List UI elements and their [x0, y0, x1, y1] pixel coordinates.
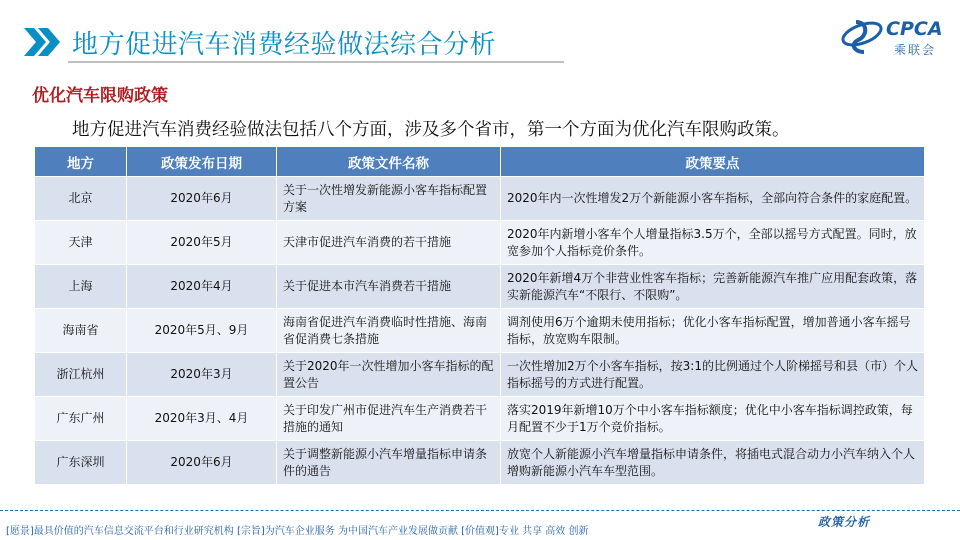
- date-cell: 2020年3月、4月: [127, 397, 277, 441]
- intro-text: 地方促进汽车消费经验做法包括八个方面，涉及多个省市，第一个方面为优化汽车限购政策。: [72, 120, 790, 140]
- key-points-cell: 2020年内一次性增发2万个新能源小客车指标，全部向符合条件的家庭配置。: [501, 177, 925, 221]
- logo-text: CPCA: [886, 18, 943, 40]
- column-header-region: 地方: [35, 147, 127, 177]
- footer-slogan: [愿景]最具价值的汽车信息交流平台和行业研究机构 [宗旨]为汽车企业服务 为中国汽车产业发展做贡献 [价值观]专业 共享 高效 创新: [6, 526, 589, 537]
- date-cell: 2020年6月: [127, 177, 277, 221]
- section-heading: 优化汽车限购政策: [32, 86, 168, 106]
- region-cell: 广东广州: [35, 397, 127, 441]
- policy-table: [34, 146, 925, 485]
- double-chevron-icon: [22, 26, 62, 58]
- date-cell: 2020年5月: [127, 221, 277, 265]
- document-cell: 关于调整新能源小汽车增量指标申请条件的通告: [277, 441, 501, 485]
- column-header-key-points: 政策要点: [501, 147, 925, 177]
- key-points-cell: 放宽个人新能源小汽车增量指标申请条件，将插电式混合动力小汽车纳入个人增购新能源小汽车车型范围。: [501, 441, 925, 485]
- footer-divider: [0, 510, 960, 511]
- table-row: [35, 177, 925, 221]
- table-header-row: [35, 147, 925, 177]
- document-cell: 关于印发广州市促进汽车生产消费若干措施的通知: [277, 397, 501, 441]
- table-row: [35, 353, 925, 397]
- logo-subtitle: 乘联会: [894, 43, 937, 57]
- column-header-document: 政策文件名称: [277, 147, 501, 177]
- document-cell: 关于2020年一次性增加小客车指标的配置公告: [277, 353, 501, 397]
- date-cell: 2020年5月、9月: [127, 309, 277, 353]
- table-row: [35, 265, 925, 309]
- table-row: [35, 441, 925, 485]
- region-cell: 上海: [35, 265, 127, 309]
- key-points-cell: 落实2019年新增10万个中小客车指标额度；优化中小客车指标调控政策，每月配置不少于1万个竞价指标。: [501, 397, 925, 441]
- document-cell: 关于促进本市汽车消费若干措施: [277, 265, 501, 309]
- footer-section-label: 政策分析: [818, 515, 871, 529]
- table-row: [35, 309, 925, 353]
- column-header-date: 政策发布日期: [127, 147, 277, 177]
- region-cell: 浙江杭州: [35, 353, 127, 397]
- date-cell: 2020年3月: [127, 353, 277, 397]
- key-points-cell: 2020年内新增小客车个人增量指标3.5万个，全部以摇号方式配置。同时，放宽参加个人指标竞价条件。: [501, 221, 925, 265]
- key-points-cell: 一次性增加2万个小客车指标，按3:1的比例通过个人阶梯摇号和县（市）个人指标摇号的方式进行配置。: [501, 353, 925, 397]
- document-cell: 天津市促进汽车消费的若干措施: [277, 221, 501, 265]
- region-cell: 广东深圳: [35, 441, 127, 485]
- table-row: [35, 221, 925, 265]
- key-points-cell: 2020年新增4万个非营业性客车指标；完善新能源汽车推广应用配套政策，落实新能源汽车“不限行、不限购”。: [501, 265, 925, 309]
- document-cell: 关于一次性增发新能源小客车指标配置方案: [277, 177, 501, 221]
- region-cell: 海南省: [35, 309, 127, 353]
- title-bar: [22, 20, 852, 68]
- title-underline: [68, 61, 564, 63]
- key-points-cell: 调剂使用6万个逾期未使用指标；优化小客车指标配置，增加普通小客车摇号指标，放宽购车限制。: [501, 309, 925, 353]
- date-cell: 2020年6月: [127, 441, 277, 485]
- document-cell: 海南省促进汽车消费临时性措施、海南省促消费七条措施: [277, 309, 501, 353]
- table-row: [35, 397, 925, 441]
- region-cell: 天津: [35, 221, 127, 265]
- cpca-logo: [838, 14, 946, 60]
- page-title: 地方促进汽车消费经验做法综合分析: [72, 30, 497, 60]
- cpca-logo-icon: [838, 14, 888, 58]
- date-cell: 2020年4月: [127, 265, 277, 309]
- region-cell: 北京: [35, 177, 127, 221]
